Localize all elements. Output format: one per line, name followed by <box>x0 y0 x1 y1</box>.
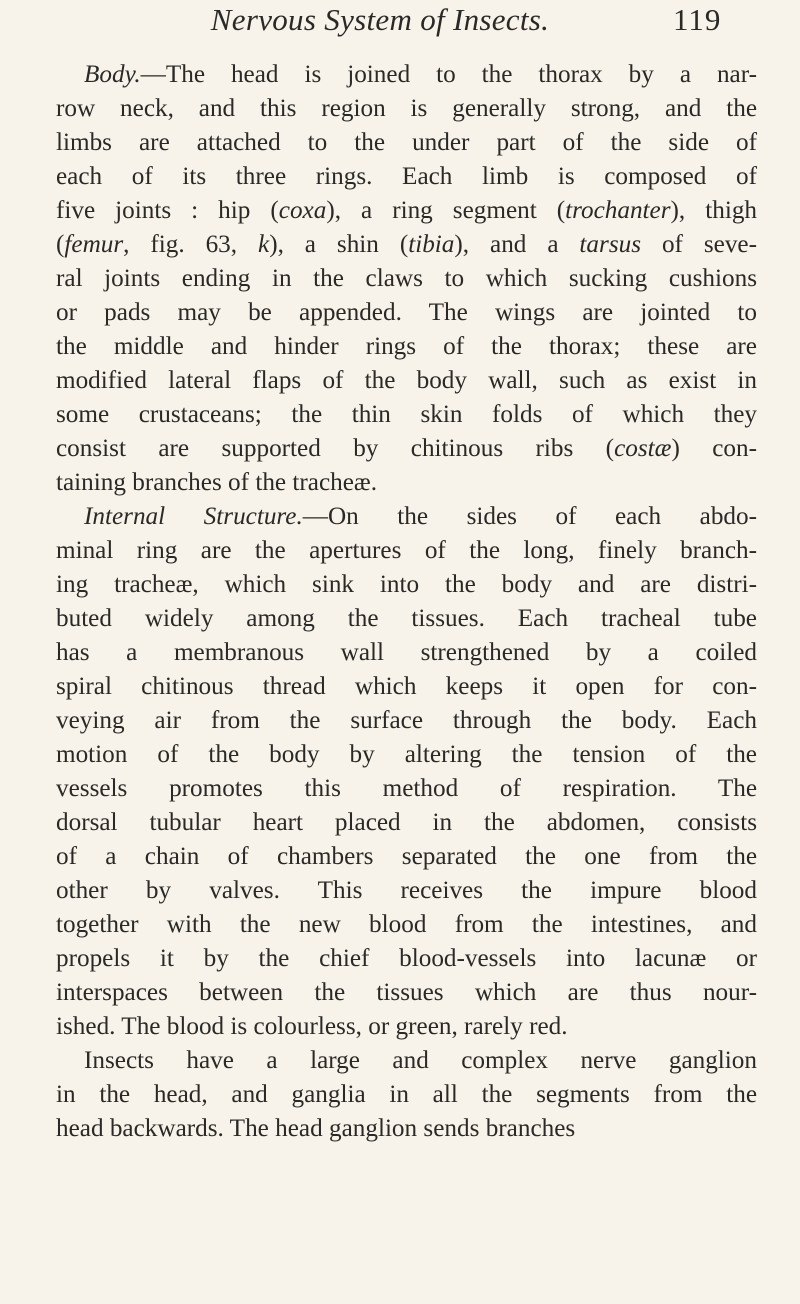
italic-term: tarsus <box>579 231 642 258</box>
text-run: ), a shin ( <box>269 231 409 258</box>
text-run: —On the sides of each abdo- <box>302 503 757 530</box>
text-line <box>56 670 757 704</box>
italic-term: coxa <box>278 197 327 224</box>
text-line <box>56 636 757 670</box>
text-run: motion of the body by altering the tension of the <box>56 741 757 768</box>
text-run: veying air from the surface through the body. Each <box>56 707 757 734</box>
text-run: minal ring are the apertures of the long, finely branch- <box>56 537 757 564</box>
text-line <box>56 1044 757 1078</box>
italic-term: tibia <box>408 231 455 258</box>
text-run: propels it by the chief blood-vessels into lacunæ or <box>56 945 757 972</box>
text-line <box>56 364 757 398</box>
text-line <box>56 58 757 92</box>
text-run: or pads may be appended. The wings are jointed to <box>56 299 757 326</box>
text-line <box>56 466 757 500</box>
text-line <box>56 772 757 806</box>
text-line <box>56 738 757 772</box>
text-line <box>56 92 757 126</box>
text-line <box>56 194 757 228</box>
text-run: the middle and hinder rings of the thorax; these are <box>56 333 757 360</box>
text-run: together with the new blood from the intestines, and <box>56 911 757 938</box>
text-line <box>56 432 757 466</box>
italic-term: femur <box>64 231 124 258</box>
text-line <box>56 874 757 908</box>
text-line <box>56 126 757 160</box>
text-line <box>56 976 757 1010</box>
text-run: vessels promotes this method of respiration. The <box>56 775 757 802</box>
text-line <box>56 330 757 364</box>
text-run: of a chain of chambers separated the one from the <box>56 843 757 870</box>
text-run: of seve- <box>641 231 757 258</box>
text-run: has a membranous wall strengthened by a coiled <box>56 639 757 666</box>
text-line <box>56 908 757 942</box>
text-run: ), and a <box>454 231 580 258</box>
text-run: buted widely among the tissues. Each tracheal tube <box>56 605 757 632</box>
text-line <box>56 1078 757 1112</box>
text-run: five joints : hip ( <box>56 197 279 224</box>
text-line <box>56 262 757 296</box>
text-run: ral joints ending in the claws to which sucking cushions <box>56 265 757 292</box>
text-run: ) con- <box>671 435 757 462</box>
body-text <box>56 58 757 1146</box>
text-run: each of its three rings. Each limb is composed of <box>56 163 757 190</box>
text-line <box>56 1010 757 1044</box>
text-run: ished. The blood is colourless, or green, rarely red. <box>56 1013 568 1040</box>
text-run: ( <box>56 231 65 258</box>
text-line <box>56 228 757 262</box>
text-run: head backwards. The head ganglion sends branches <box>56 1115 576 1142</box>
text-run: Insects have a large and complex nerve ganglion <box>84 1047 757 1074</box>
page-number: 119 <box>673 2 722 37</box>
text-run: in the head, and ganglia in all the segments from the <box>56 1081 757 1108</box>
text-line <box>56 296 757 330</box>
text-run: taining branches of the tracheæ. <box>56 469 378 496</box>
running-head <box>0 0 800 46</box>
text-run: ), thigh <box>670 197 758 224</box>
text-run: modified lateral flaps of the body wall, such as exist in <box>56 367 757 394</box>
text-run: limbs are attached to the under part of the side of <box>56 129 757 156</box>
text-run: dorsal tubular heart placed in the abdomen, consists <box>56 809 757 836</box>
text-run: , fig. 63, <box>123 231 258 258</box>
italic-term: Body. <box>84 61 141 88</box>
running-title: Nervous System of Insects. <box>210 2 550 37</box>
italic-term: trochanter <box>565 197 671 224</box>
text-line <box>56 160 757 194</box>
text-run: spiral chitinous thread which keeps it open for con- <box>56 673 757 700</box>
text-line <box>56 500 757 534</box>
text-line <box>56 942 757 976</box>
text-line <box>56 602 757 636</box>
italic-term: costæ <box>614 435 672 462</box>
text-run: consist are supported by chitinous ribs ( <box>56 435 615 462</box>
text-run: interspaces between the tissues which are thus nour- <box>56 979 757 1006</box>
text-line <box>56 568 757 602</box>
text-run: some crustaceans; the thin skin folds of which they <box>56 401 757 428</box>
text-line <box>56 398 757 432</box>
italic-term: Internal Structure. <box>84 503 303 530</box>
text-run: ), a ring segment ( <box>326 197 566 224</box>
text-run: ing tracheæ, which sink into the body and are distri- <box>56 571 757 598</box>
text-run: row neck, and this region is generally strong, and the <box>56 95 757 122</box>
text-line <box>56 840 757 874</box>
text-line <box>56 704 757 738</box>
text-run: other by valves. This receives the impure blood <box>56 877 757 904</box>
text-line <box>56 806 757 840</box>
text-run: —The head is joined to the thorax by a nar- <box>140 61 757 88</box>
text-line <box>56 1112 757 1146</box>
text-line <box>56 534 757 568</box>
italic-term: k <box>258 231 270 258</box>
